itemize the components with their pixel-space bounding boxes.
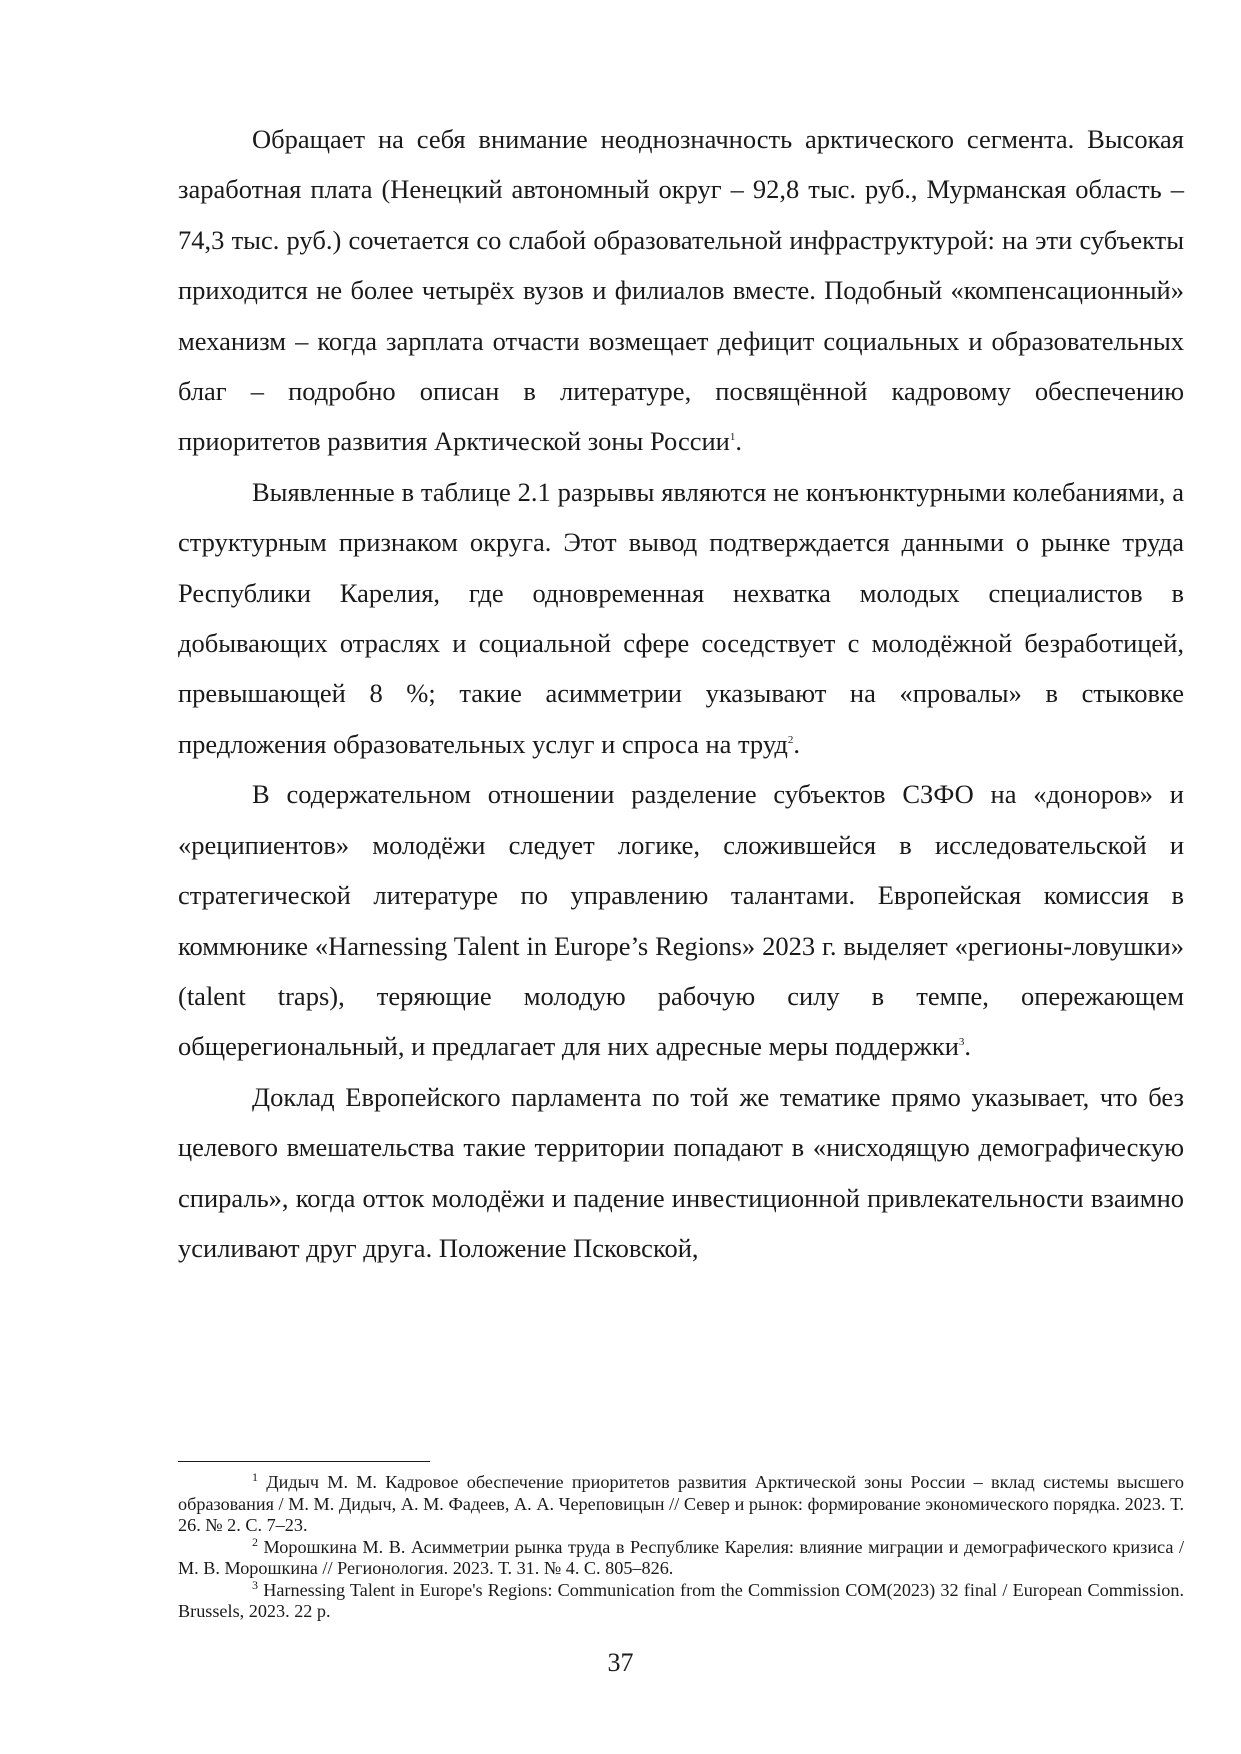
paragraph-text: Доклад Европейского парламента по той же тематике прямо указывает, что без целевого вмешательства такие территории попадают в «нисходящую демографическую спираль», когда отток молодёжи и падение инвестиционной привлекательности взаимно усиливают друг друга. Положение Псковской,	[178, 1081, 1184, 1263]
footnote-text: Harnessing Talent in Europe's Regions: Communication from the Commission COM(2023) 32 final / European Commission. Brussels, 2023. 22 p.	[178, 1579, 1184, 1621]
footnote-number: 3	[252, 1577, 258, 1592]
paragraph-text: Выявленные в таблице 2.1 разрывы являются не конъюнктурными колебаниями, а структурным признаком округа. Этот вывод подтверждается данными о рынке труда Республики Карелия, где одновременная нехватка молодых специалистов в добывающих отраслях и социальной сфере соседствует с молодёжной безработицей, превышающей 8 %; такие асимметрии указывают на «провалы» в стыковке предложения образовательных услуг и спроса на труд	[178, 476, 1184, 759]
footnote-reference[interactable]: 1	[729, 431, 736, 444]
footnote-text: Дидыч М. М. Кадровое обеспечение приоритетов развития Арктической зоны России – вклад системы высшего образования / М. М. Дидыч, А. М. Фадеев, А. А. Череповицын // Север и рынок: формирование экономического порядка. 2023. Т. 26. № 2. С. 7–23.	[178, 1472, 1185, 1535]
paragraph-tail: .	[964, 1031, 971, 1062]
paragraph-text: Обращает на себя внимание неоднозначность арктического сегмента. Высокая заработная плата (Ненецкий автономный округ – 92,8 тыс. руб., Мурманская область – 74,3 тыс. руб.) сочетается со слабой образовательной инфраструктурой: на эти субъекты приходится не более четырёх вузов и филиалов вместе. Подобный «компенсационный» механизм – когда зарплата отчасти возмещает дефицит социальных и образовательных благ – подробно описан в литературе, посвящённой кадровому обеспечению приоритетов развития Арктической зоны России	[178, 124, 1184, 457]
footnote-reference[interactable]: 2	[787, 734, 794, 747]
paragraph	[178, 114, 1184, 467]
footnote-separator	[178, 1461, 430, 1462]
footnotes	[178, 1469, 1185, 1623]
page-number: 37	[607, 1648, 634, 1677]
paragraph	[178, 769, 1184, 1071]
paragraph-tail: .	[793, 728, 801, 759]
footnote	[178, 1534, 1185, 1580]
body-text	[178, 114, 1184, 1273]
footnote	[178, 1469, 1185, 1537]
paragraph-tail: .	[735, 426, 742, 457]
footnote-number: 2	[252, 1534, 258, 1549]
paragraph	[178, 1072, 1184, 1274]
footnote-number: 1	[252, 1469, 258, 1484]
paragraph	[178, 467, 1184, 769]
footnote	[178, 1577, 1184, 1623]
footnote-text: Морошкина М. В. Асимметрии рынка труда в Республике Карелия: влияние миграции и демографического кризиса / М. В. Морошкина // Регионология. 2023. Т. 31. № 4. С. 805–826.	[178, 1536, 1185, 1578]
footnote-reference[interactable]: 3	[958, 1036, 965, 1049]
paragraph-text: В содержательном отношении разделение субъектов СЗФО на «доноров» и «реципиентов» молодёжи следует логике, сложившейся в исследовательской и стратегической литературе по управлению талантами. Европейская комиссия в коммюнике «Harnessing Talent in Europe’s Regions» 2023 г. выделяет «регионы-ловушки» (talent traps), теряющие молодую рабочую силу в темпе, опережающем общерегиональный, и предлагает для них адресные меры поддержки	[178, 779, 1184, 1062]
